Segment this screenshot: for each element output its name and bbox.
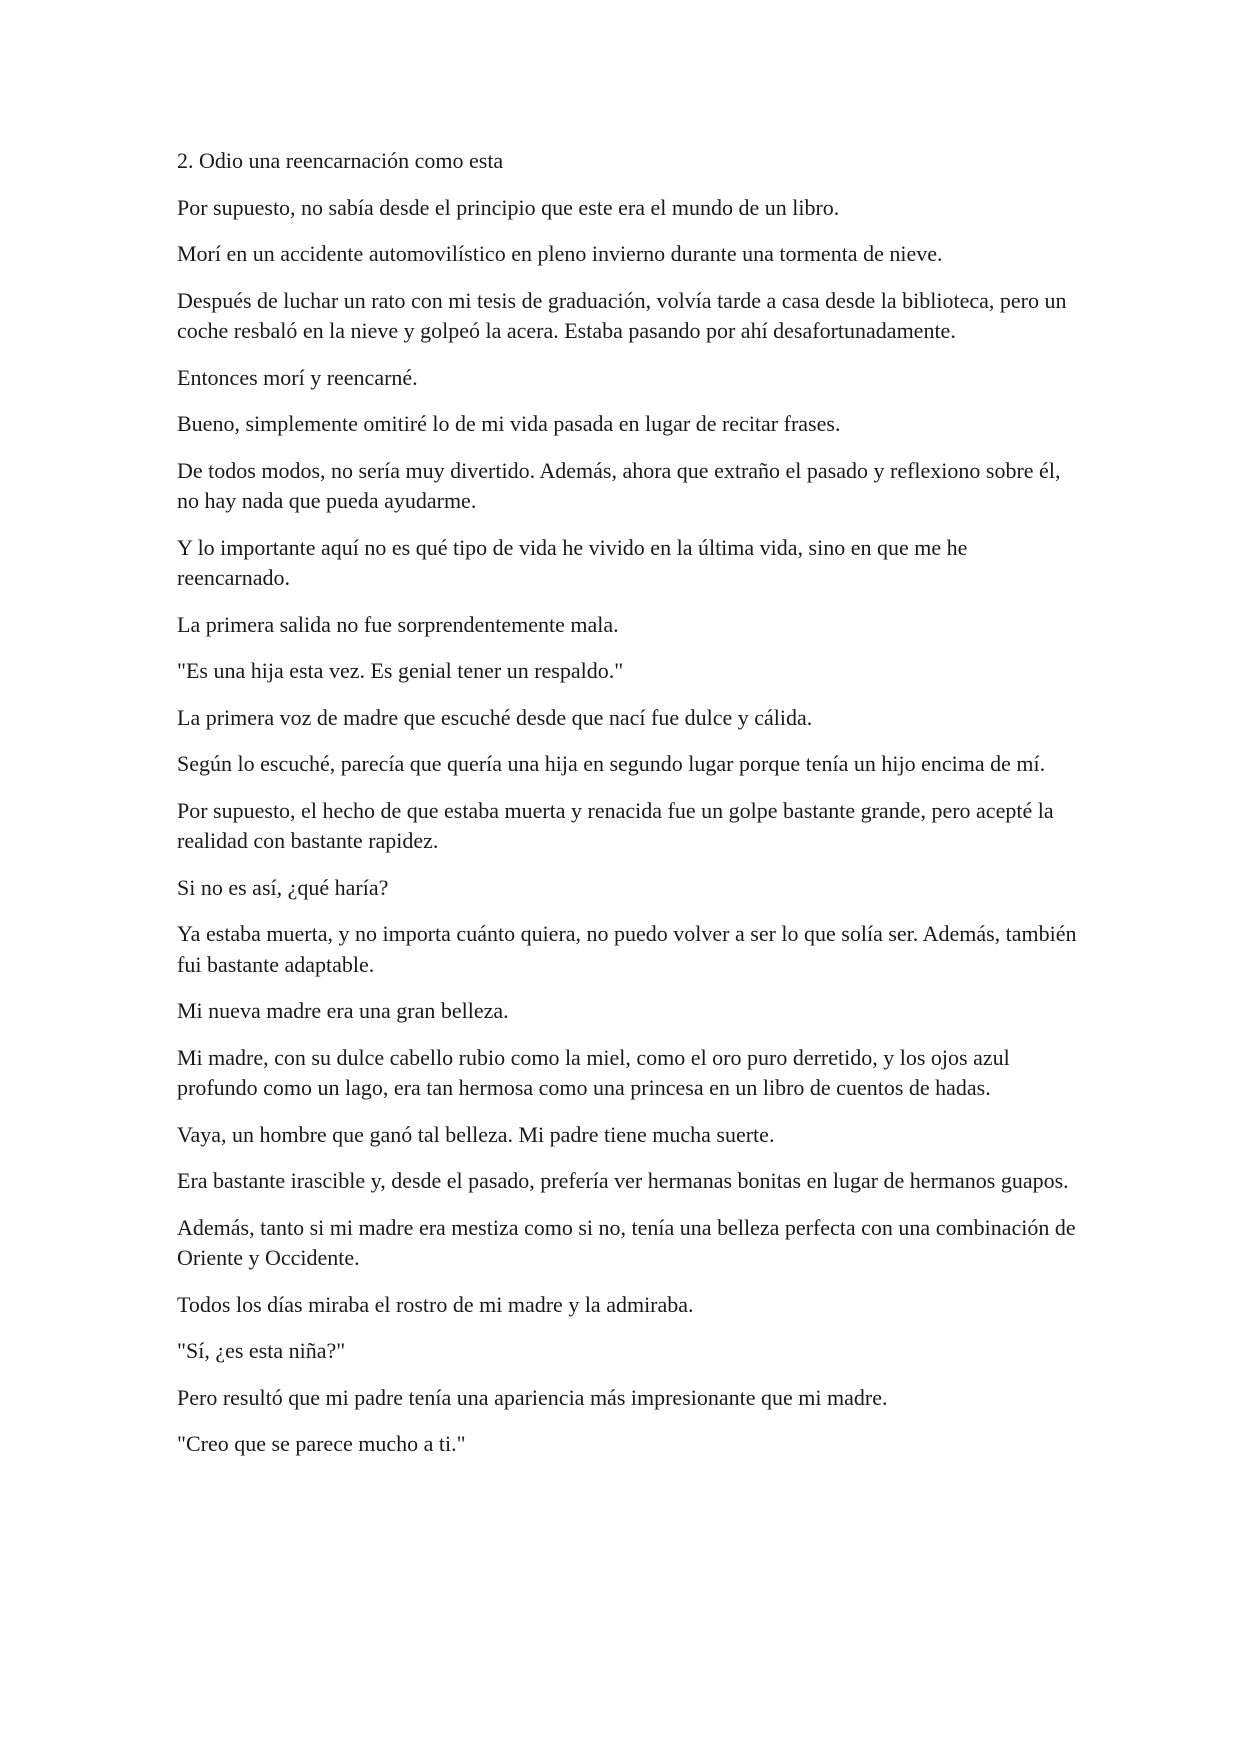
paragraph: Era bastante irascible y, desde el pasado, prefería ver hermanas bonitas en lugar de hermanos guapos. xyxy=(177,1168,1069,1193)
paragraph: Morí en un accidente automovilístico en pleno invierno durante una tormenta de nieve. xyxy=(177,241,943,266)
paragraph: Mi nueva madre era una gran belleza. xyxy=(177,998,509,1023)
paragraph: De todos modos, no sería muy divertido. Además, ahora que extraño el pasado y reflexiono sobre él, no hay nada que pueda ayudarme. xyxy=(177,457,1061,513)
paragraph: Por supuesto, el hecho de que estaba muerta y renacida fue un golpe bastante grande, pero acepté la realidad con bastante rapidez. xyxy=(177,797,1054,853)
paragraph: La primera voz de madre que escuché desde que nací fue dulce y cálida. xyxy=(177,704,813,730)
paragraph: Mi madre, con su dulce cabello rubio como la miel, como el oro puro derretido, y los ojos azul profundo como un lago, era tan hermosa como una princesa en un libro de cuentos de hadas. xyxy=(177,1044,1010,1100)
paragraph: Si no es así, ¿qué haría? xyxy=(177,874,389,900)
paragraph: "Creo que se parece mucho a ti." xyxy=(177,1431,466,1456)
paragraph: Según lo escuché, parecía que quería una hija en segundo lugar porque tenía un hijo encima de mí. xyxy=(177,751,1046,776)
paragraph: Por supuesto, no sabía desde el principio que este era el mundo de un libro. xyxy=(177,194,840,220)
paragraph: Vaya, un hombre que ganó tal belleza. Mi padre tiene mucha suerte. xyxy=(177,1121,775,1147)
paragraph: La primera salida no fue sorprendentemente mala. xyxy=(177,611,619,637)
paragraph: Y lo importante aquí no es qué tipo de vida he vivido en la última vida, sino en que me he reencarnado. xyxy=(177,534,968,590)
paragraph: Bueno, simplemente omitiré lo de mi vida pasada en lugar de recitar frases. xyxy=(177,411,841,436)
paragraph: Ya estaba muerta, y no importa cuánto quiera, no puedo volver a ser lo que solía ser. Además, también fui bastante adaptable. xyxy=(177,921,1077,977)
chapter-title: 2. Odio una reencarnación como esta xyxy=(177,148,504,173)
paragraph: Pero resultó que mi padre tenía una apariencia más impresionante que mi madre. xyxy=(177,1384,888,1410)
paragraph: Después de luchar un rato con mi tesis de graduación, volvía tarde a casa desde la biblioteca, pero un coche resbaló en la nieve y golpeó la acera. Estaba pasando por ahí desafortunadamente. xyxy=(177,287,1067,343)
paragraph: "Sí, ¿es esta niña?" xyxy=(177,1338,346,1363)
paragraph: "Es una hija esta vez. Es genial tener un respaldo." xyxy=(177,658,624,683)
document-body xyxy=(177,146,1077,1476)
paragraph: Además, tanto si mi madre era mestiza como si no, tenía una belleza perfecta con una combinación de Oriente y Occidente. xyxy=(177,1214,1076,1270)
paragraph: Entonces morí y reencarné. xyxy=(177,364,418,390)
paragraph: Todos los días miraba el rostro de mi madre y la admiraba. xyxy=(177,1291,694,1317)
